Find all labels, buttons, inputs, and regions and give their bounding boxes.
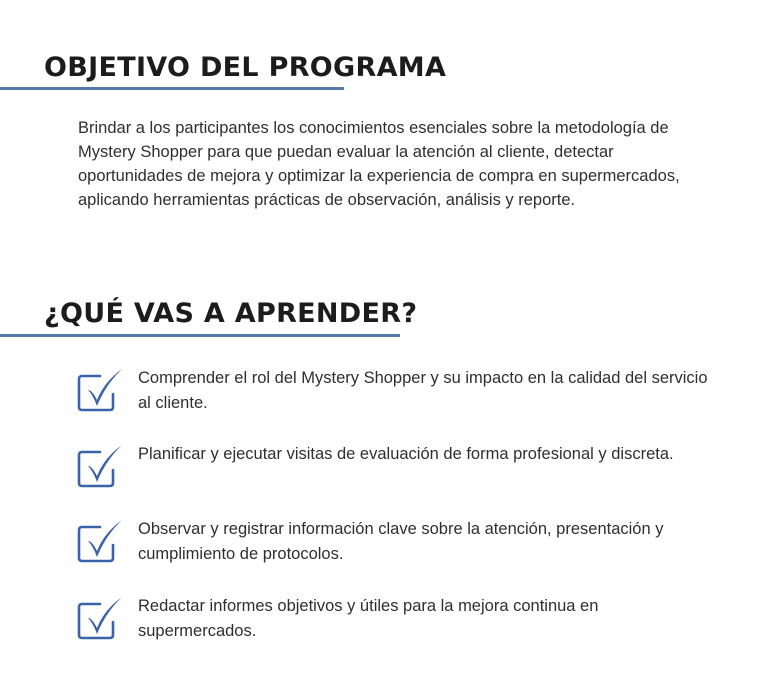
learn-item — [76, 444, 716, 504]
learn-title-rule — [0, 334, 400, 337]
checkbox-checked-icon — [76, 368, 124, 414]
checkbox-checked-icon — [76, 444, 124, 490]
learn-item-text: Observar y registrar información clave sobre la atención, presentación y cumplimiento de protocolos. — [138, 520, 664, 563]
checkbox-checked-icon — [76, 596, 124, 642]
objective-paragraph: Brindar a los participantes los conocimientos esenciales sobre la metodología de Mystery Shopper para que puedan evaluar la atención al cliente, detectar oportunidades de mejora y optimizar la experiencia de compra en supermercados, aplicando herramientas prácticas de observación, análisis y reporte. — [78, 119, 680, 209]
objective-title: OBJETIVO DEL PROGRAMA — [44, 52, 447, 83]
learn-item — [76, 368, 716, 428]
learn-item-text: Comprender el rol del Mystery Shopper y su impacto en la calidad del servicio al cliente. — [138, 369, 708, 412]
learn-item-text: Redactar informes objetivos y útiles para la mejora continua en supermercados. — [138, 597, 599, 640]
learn-item-text: Planificar y ejecutar visitas de evaluación de forma profesional y discreta. — [138, 445, 674, 463]
learn-item — [76, 596, 716, 656]
checkbox-checked-icon — [76, 519, 124, 565]
learn-title: ¿QUÉ VAS A APRENDER? — [44, 298, 418, 329]
learn-item — [76, 519, 716, 579]
objective-title-rule — [0, 87, 344, 90]
